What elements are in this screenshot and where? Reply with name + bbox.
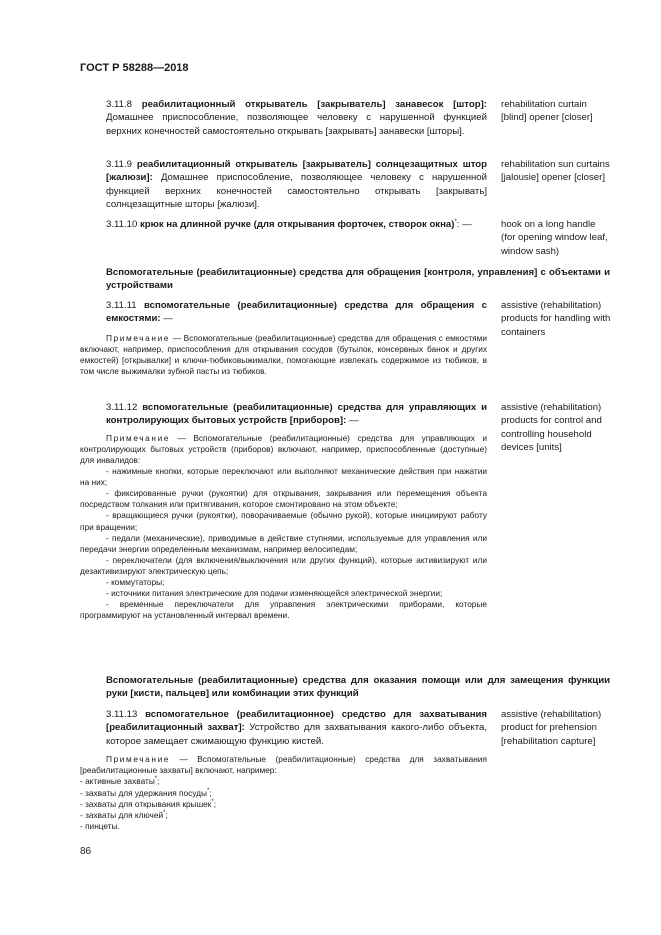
list-item: - пинцеты.	[80, 820, 120, 831]
term-note	[80, 433, 487, 622]
list-item: - нажимные кнопки, которые переключают или выполняют механические действия при нажатии на них;	[80, 466, 487, 488]
term-definition: : —	[456, 219, 472, 230]
term-title: вспомогательное (реабилитационное) средство для захватывания [реабилитационный захват]:	[106, 709, 487, 734]
list-item: - вращающиеся ручки (рукоятки), поворачиваемые (обычно рукой), которые инициируют работу при вращении;	[80, 510, 487, 532]
term-definition: Домашнее приспособление, позволяющее человеку с нарушенной функцией верхних конечностей самостоятельно открывать [закрывать] солнцезащитные шторы [жалюзи].	[106, 172, 487, 211]
note-label: Примечание	[106, 754, 171, 765]
footnote-mark: *	[454, 219, 457, 225]
document-header: ГОСТ Р 58288—2018	[80, 62, 189, 74]
term-ru: 3.11.12 вспомогательные (реабилитационные) средства для управляющих и контролирующих бытовых устройств [приборов]: — Примечание — Вспомогательные (реабилитационные) средства для управляющих и контролирующих бытовых устройств (приборов) включают, например, приспособленные (доступные) для инвалидов: - нажимные кнопки, которые переключают или выполняют механические действия при нажатии на них; - фиксированные ручки (рукоятки) для открывания, закрывания или перемещения объекта посредством толкания или притягивания, которое смонтировано на этом объекте; - вращающиеся ручки (рукоятки), поворачиваемые (обычно рукой), которые инициируют работу при вращении; - педали (механические), приводимые в действие ступнями, используемые для управления или передачи энергии определенным механизмам, например велосипедам; - переключатели (для включения/выключения или других функций), которые активизируют или дезактивизируют электрическую цепь; - коммутаторы; - источники питания электрические для подачи изменяющейся электрической энергии; - временные переключатели для управления электрическими приборами, которые программируют на установленный интервал времени.	[80, 402, 487, 621]
list-item: - источники питания электрические для подачи изменяющейся электрической энергии;	[106, 588, 443, 599]
term-definition: Устройство для захватывания какого-либо объекта, которое замещает сжимающую функцию кистей.	[106, 722, 487, 747]
section-heading-hand-function: Вспомогательные (реабилитационные) средства для оказания помощи или для замещения функции руки [кисти, пальцев] или комбинации этих функций	[106, 675, 610, 700]
list-item: - коммутаторы;	[106, 577, 165, 588]
term-ru: 3.11.8 реабилитационный открыватель [закрыватель] занавесок [штор]: Домашнее приспособление, позволяющее человеку с нарушенной функцией верхних конечностей самостоятельно открывать [закрывать] занавески [шторы].	[106, 99, 487, 137]
term-ru: 3.11.9 реабилитационный открыватель [закрыватель] солнцезащитных штор [жалюзи]: Домашнее приспособление, позволяющее человеку с нарушенной функцией верхних конечностей самостоятельно открывать [закрывать] солнцезащитные шторы [жалюзи].	[106, 159, 487, 211]
term-title: реабилитационный открыватель [закрыватель] занавесок [штор]:	[141, 99, 487, 110]
term-ru: 3.11.10 крюк на длинной ручке (для открывания форточек, створок окна)*: —	[106, 219, 472, 230]
note-text: — Вспомогательные (реабилитационные) средства для управляющих и контролирующих бытовых устройств (приборов) включают, например, приспособленные (доступные) для инвалидов:	[80, 432, 487, 465]
term-ru: 3.11.13 вспомогательное (реабилитационное) средство для захватывания [реабилитационный захват]: Устройство для захватывания какого-либо объекта, которое замещает сжимающую функцию кистей. Примечание — Вспомогательные (реабилитационные) средства для захватывания [реабилитационные захваты] включают, например: - активные захваты*; - захваты для удержания посуды*; - захваты для открывания крышек*; - захваты для ключей*; - пинцеты.	[80, 709, 487, 831]
section-heading-objects: Вспомогательные (реабилитационные) средства для обращения [контроля, управления] с объектами и устройствами	[106, 267, 610, 292]
term-note	[80, 754, 487, 832]
term-en: rehabilitation sun curtains [jalousie] opener [closer]	[501, 159, 610, 184]
term-definition: Домашнее приспособление, позволяющее человеку с нарушенной функцией верхних конечностей самостоятельно открывать [закрывать] занавески [шторы].	[106, 112, 487, 137]
page-number: 86	[80, 846, 92, 857]
term-title: вспомогательные (реабилитационные) средства для управляющих и контролирующих бытовых устройств [приборов]:	[106, 402, 487, 427]
term-definition: —	[163, 313, 173, 325]
term-en: assistive (rehabilitation) products for control and controlling household devices [units]	[501, 402, 602, 454]
note-text: — Вспомогательные (реабилитационные) средства для захватывания [реабилитационные захваты] включают, например:	[80, 754, 487, 776]
term-definition: —	[348, 415, 359, 427]
term-note	[80, 333, 487, 377]
term-ru: 3.11.11 вспомогательные (реабилитационные) средства для обращения с емкостями: — Примечание — Вспомогательные (реабилитационные) средства для обращения с емкостями включают, например, приспособления для открывания сосудов (бутылок, консервных банок и других емкостей) [открывалки] и ключи-тюбиковыжималки, помогающие извлекать содержимое из тюбиков, в том числе выжималки зубной пасты из тюбиков.	[80, 300, 487, 377]
list-item: - захваты для ключей*;	[80, 809, 168, 820]
term-title: вспомогательные (реабилитационные) средства для обращения с емкостями:	[106, 300, 487, 325]
note-label: Примечание	[106, 432, 171, 443]
note-label: Примечание	[106, 332, 171, 343]
list-item: - переключатели (для включения/выключения или других функций), которые активизируют или дезактивизируют электрическую цепь;	[80, 554, 487, 576]
term-en: hook on a long handle (for opening window leaf, window sash)	[501, 219, 608, 257]
term-title: реабилитационный открыватель [закрыватель] солнцезащитных штор [жалюзи]:	[106, 159, 487, 184]
term-title: крюк на длинной ручке (для открывания форточек, створок окна)	[139, 219, 455, 230]
term-en: assistive (rehabilitation) product for prehension [rehabilitation capture]	[501, 709, 602, 747]
term-en: assistive (rehabilitation) products for handling with containers	[501, 300, 611, 338]
list-item: - активные захваты*;	[80, 776, 160, 787]
list-item: - захваты для открывания крышек*;	[80, 798, 217, 809]
list-item: - захваты для удержания посуды*;	[80, 787, 212, 798]
term-en: rehabilitation curtain [blind] opener [closer]	[501, 99, 593, 124]
note-text: — Вспомогательные (реабилитационные) средства для обращения с емкостями включают, например, приспособления для открывания сосудов (бутылок, консервных банок и других емкостей) [открывалки] и ключи-тюбиковыжималки, помогающие извлекать содержимое из тюбиков, в том числе выжималки зубной пасты из тюбиков.	[80, 332, 487, 377]
list-item: - фиксированные ручки (рукоятки) для открывания, закрывания или перемещения объекта посредством толкания или притягивания, которое смонтировано на этом объекте;	[80, 488, 487, 510]
list-item: - временные переключатели для управления электрическими приборами, которые программируют на установленный интервал времени.	[80, 599, 487, 621]
list-item: - педали (механические), приводимые в действие ступнями, используемые для управления или передачи энергии определенным механизмам, например велосипедам;	[80, 532, 487, 554]
